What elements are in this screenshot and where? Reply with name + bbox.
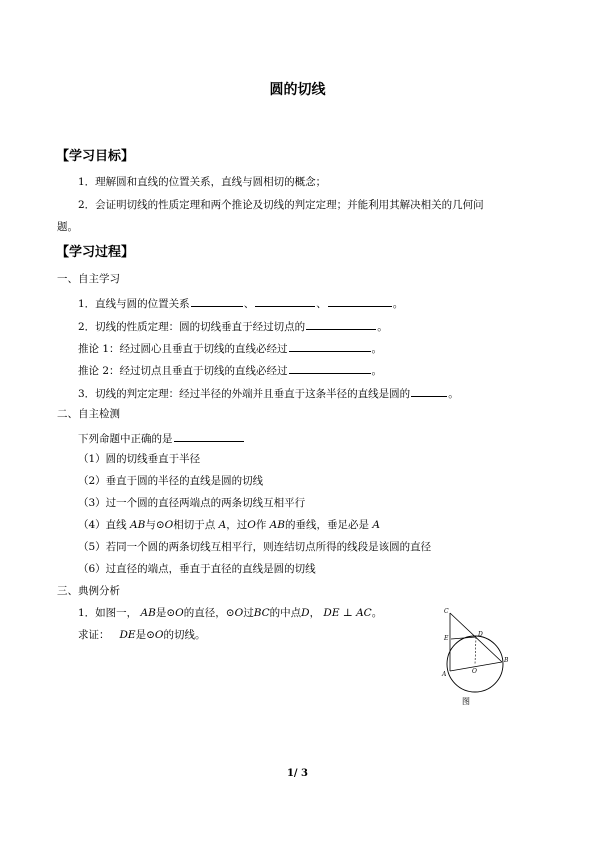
label-b: B: [504, 657, 509, 664]
page-title: 圆的切线: [269, 82, 326, 98]
label-d: D: [478, 631, 483, 638]
proof-statement: 求证： DE是⊙O的切线。: [78, 629, 206, 641]
radius-od: [475, 637, 476, 664]
fill-blank[interactable]: [328, 295, 392, 307]
option-3: （3）过一个圆的直径两端点的两条切线互相平行: [78, 497, 306, 509]
example-1: 1．如图一， AB是⊙O的直径，⊙O过BC的中点D， DE ⊥ AC。: [78, 607, 383, 619]
label-a: A: [442, 671, 447, 678]
option-5: （5）若同一个圆的两条切线互相平行，则连结切点所得的线段是该圆的直径: [78, 541, 432, 553]
option-1: （1）圆的切线垂直于半径: [78, 453, 201, 465]
part1-q2: 2．切线的性质定理：圆的切线垂直于经过切点的 。: [78, 318, 388, 334]
fill-blank[interactable]: [306, 318, 376, 330]
label-e: E: [444, 635, 449, 642]
part3-heading: 三、典例分析: [57, 585, 120, 597]
fill-blank[interactable]: [191, 295, 243, 307]
part1-heading: 一、自主学习: [57, 273, 120, 285]
fill-blank[interactable]: [289, 340, 371, 352]
fill-blank[interactable]: [255, 295, 315, 307]
objective-item-1: 1．理解圆和直线的位置关系，直线与圆相切的概念；: [78, 176, 327, 188]
part2-heading: 二、自主检测: [57, 408, 120, 420]
option-4: （4）直线 AB与⊙O相切于点 A，过O作 AB的垂线，垂足必是 A: [78, 519, 380, 531]
option-2: （2）垂直于圆的半径的直线是圆的切线: [78, 475, 264, 487]
process-heading: 【学习过程】: [56, 245, 135, 260]
label-c: C: [444, 608, 449, 615]
geometry-figure: [438, 608, 518, 708]
fill-blank[interactable]: [174, 430, 244, 442]
figure-caption: 图: [462, 697, 470, 706]
part1-q1: 1．直线与圆的位置关系 、 、 。: [78, 295, 403, 311]
page-number: 1/ 3: [286, 768, 309, 779]
objectives-heading: 【学习目标】: [56, 149, 135, 164]
fill-blank[interactable]: [411, 385, 447, 397]
objective-item-2-cont: 题。: [57, 221, 78, 233]
fill-blank[interactable]: [289, 362, 371, 374]
option-6: （6）过直径的端点，垂直于直径的直线是圆的切线: [78, 563, 316, 575]
label-o: O: [472, 668, 477, 675]
part1-corollary-2: 推论 2：经过切点且垂直于切线的直线必经过 。: [78, 362, 382, 378]
part2-prompt: 下列命题中正确的是: [78, 430, 245, 446]
part1-corollary-1: 推论 1：经过圆心且垂直于切线的直线必经过 。: [78, 340, 382, 356]
part1-q3: 3．切线的判定定理：经过半径的外端并且垂直于这条半径的直线是圆的 。: [78, 385, 459, 401]
objective-item-2: 2．会证明切线的性质定理和两个推论及切线的判定定理；并能利用其解决相关的几何问: [78, 199, 484, 211]
